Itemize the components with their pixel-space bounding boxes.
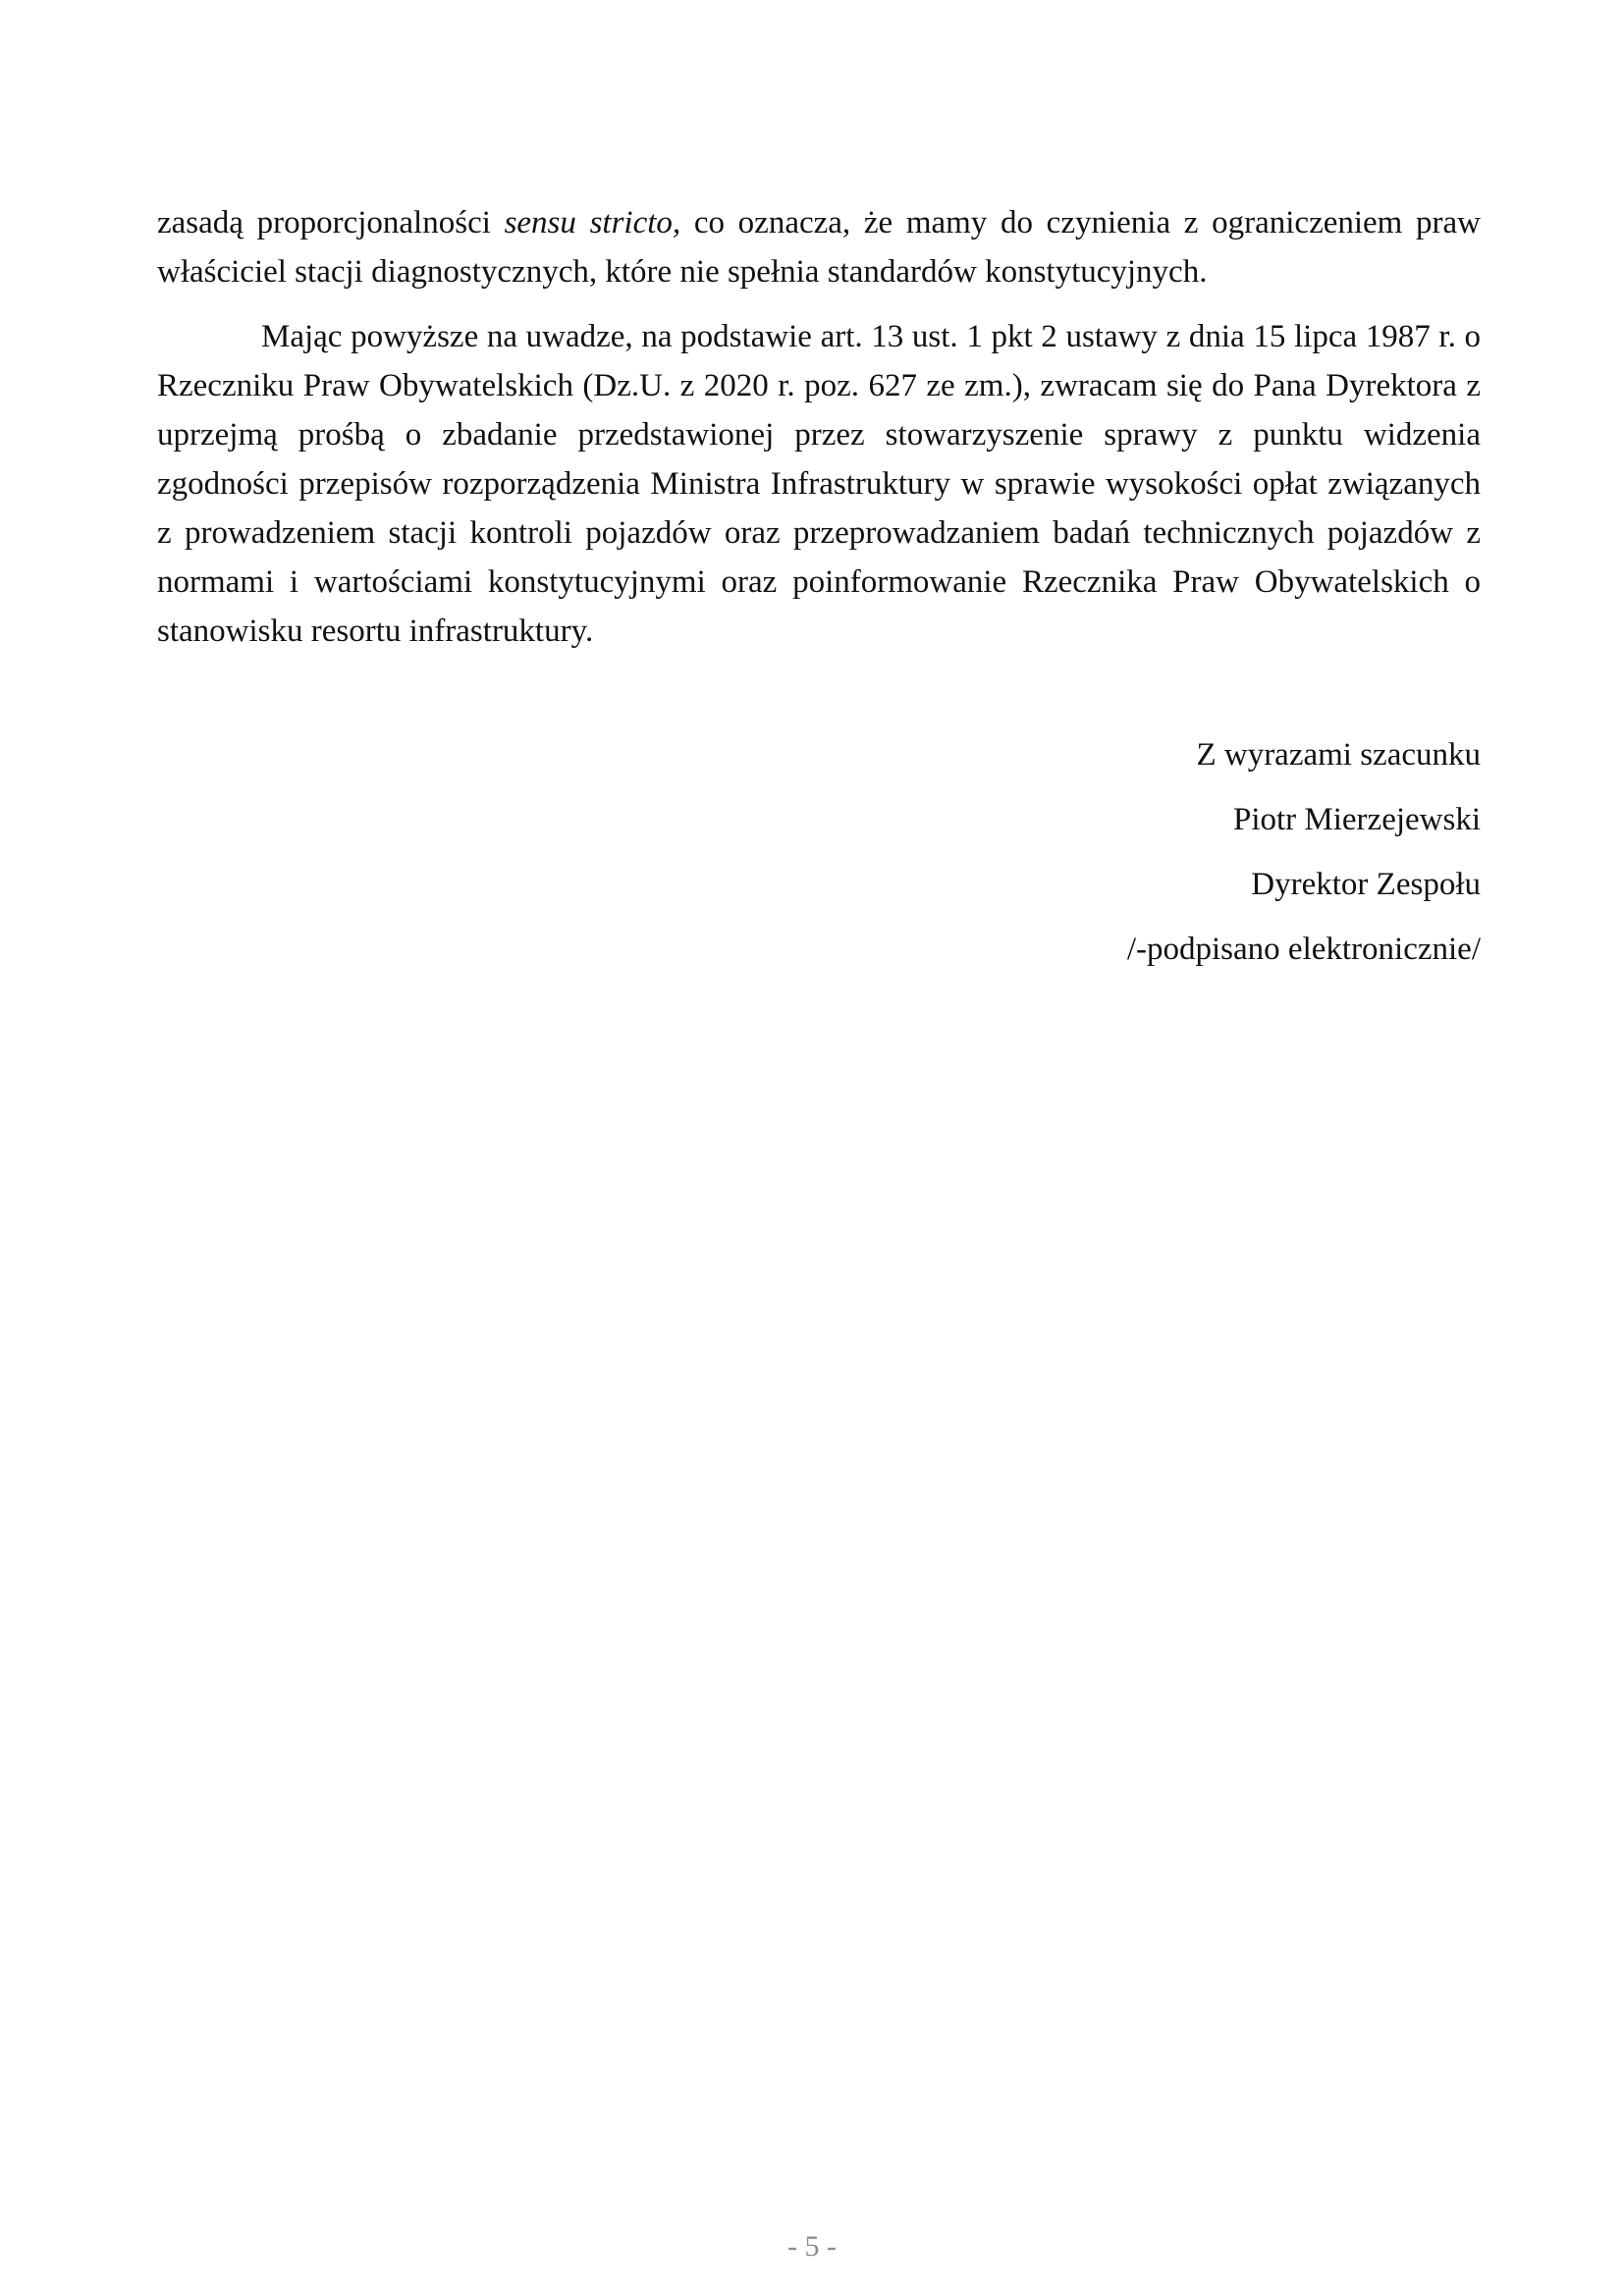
paragraph-request: Mając powyższe na uwadze, na podstawie art. 13 ust. 1 pkt 2 ustawy z dnia 15 lipca 1987 r. o Rzeczniku Praw Obywatelskich (Dz.U. z 2020 r. poz. 627 ze zm.), zwracam się do Pana Dyrektora z uprzejmą prośbą o zbadanie przedstawionej przez stowarzyszenie sprawy z punktu widzenia zgodności przepisów rozporządzenia Ministra Infrastruktury w sprawie wysokości opłat związanych z prowadzeniem stacji kontroli pojazdów oraz przeprowadzaniem badań technicznych pojazdów z normami i wartościami konstytucyjnymi oraz poinformowanie Rzecznika Praw Obywatelskich o stanowisku resortu infrastruktury. xyxy=(157,319,1481,649)
signatory-title: Dyrektor Zespołu xyxy=(1251,867,1481,902)
document-body xyxy=(157,198,1481,656)
signature-block xyxy=(1127,722,1481,982)
paragraph-1-text-start: zasadą proporcjonalności xyxy=(157,205,505,240)
page-number: - 5 - xyxy=(787,2230,837,2263)
paragraph-1-text-end: co oznacza, że mamy do czynienia z ograniczeniem praw właściciel stacji diagnostycznych, które nie spełnia standardów konstytucyjnych. xyxy=(157,205,1481,290)
electronic-signature-note: /-podpisano elektronicznie/ xyxy=(1126,932,1481,967)
signatory-name: Piotr Mierzejewski xyxy=(1232,802,1481,837)
closing-phrase: Z wyrazami szacunku xyxy=(1196,737,1481,773)
paragraph-continuation xyxy=(157,198,1481,296)
italic-phrase: sensu stricto, xyxy=(504,205,681,240)
